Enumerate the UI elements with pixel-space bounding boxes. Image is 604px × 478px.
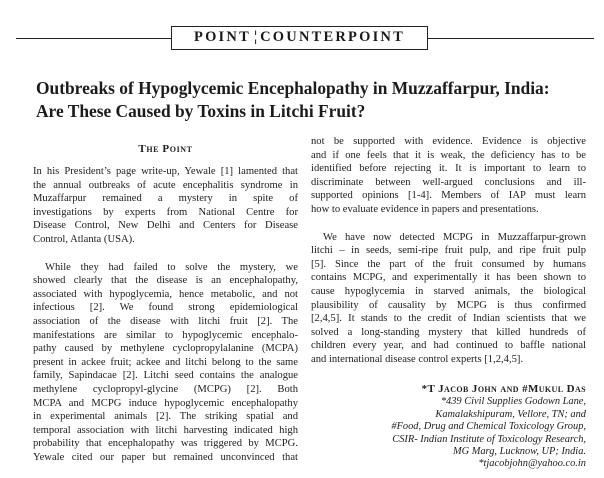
right-paragraph-2 — [311, 231, 586, 367]
text-line: investigations by experts from National Centre for — [33, 206, 298, 218]
text-line: Muzaffarpur remained a mystery in spite of — [33, 193, 298, 205]
affiliation-line: Kamalakshipuram, Vellore, TN; and — [435, 408, 586, 420]
text-line: discriminate between well-argued conclusions and ill- — [311, 176, 586, 188]
text-line: plausibility of causality by MCPG is thus confirmed — [311, 299, 586, 311]
text-line: methylene cyclopropyl-glycine (MCPG) [2]. Both — [33, 383, 298, 395]
text-line: contains MCPG, and experimentally it has been shown to — [311, 272, 586, 284]
text-line: identified before rejecting it. It is important to learn to — [311, 163, 586, 175]
banner-separator: ¦ — [253, 29, 258, 45]
text-line: not be supported with evidence. Evidence is objective — [311, 136, 586, 147]
text-line: and international disease control experts [1,2,4,5]. — [311, 353, 524, 365]
affiliation-line: CSIR- Indian Institute of Toxicology Research, — [392, 433, 586, 445]
text-line: While they had failed to solve the mystery, we — [45, 261, 298, 273]
text-line: [5]. Since the part of the fruit consumed by humans — [311, 258, 586, 270]
text-line: litchi – in seeds, semi-ripe fruit pulp, and ripe fruit pulp — [311, 245, 586, 257]
text-line: family, Sapindacae [2]. Litchi seed contains the analogue — [33, 370, 298, 382]
article-title — [36, 77, 596, 123]
text-line: probability that encephalopathy was triggered by MCPG. — [33, 438, 298, 450]
author-email[interactable]: *tjacobjohn@yahoo.co.in — [478, 458, 586, 470]
title-line-1: Outbreaks of Hypoglycemic Encephalopathy in Muzzaffarpur, India: — [36, 78, 550, 98]
text-line: [2,4,5]. It stands to the credit of Indian scientists that we — [311, 313, 586, 325]
left-paragraph-2 — [33, 261, 298, 465]
banner-counterpoint: COUNTERPOINT — [260, 29, 405, 45]
left-column — [33, 143, 298, 478]
banner-point: POINT — [194, 29, 251, 45]
author-block — [336, 383, 586, 471]
text-line: present in ackee fruit; ackee and litchi belong to the same — [33, 356, 298, 368]
affiliation-line: *439 Civil Supplies Godown Lane, — [440, 396, 586, 408]
title-line-2: Are These Caused by Toxins in Litchi Fruit? — [36, 101, 366, 121]
text-line: how to evaluate evidence in papers and presentations. — [311, 203, 539, 215]
affiliation-line: MG Marg, Lucknow, UP; India. — [452, 446, 586, 458]
text-line: We have now detected MCPG in Muzzaffarpur-grown — [323, 231, 586, 243]
text-line: cause hypoglycemia in starved animals, the biological — [311, 285, 586, 297]
right-paragraph-1 — [311, 135, 586, 217]
text-line: infectious [2]. We found strong epidemiological — [33, 302, 298, 314]
affiliation-line: #Food, Drug and Chemical Toxicology Group, — [391, 421, 586, 433]
right-column — [311, 135, 586, 381]
text-line: Disease Control, New Delhi and Centers for Disease — [33, 220, 298, 232]
text-line: the annual outbreaks of acute encephalitis syndrome in — [33, 179, 298, 191]
text-line: and if one feels that it is weak, the deficiency has to be — [311, 149, 586, 161]
text-line: association of the disease with litchi fruit [2]. The — [33, 315, 298, 327]
section-banner — [171, 26, 428, 50]
left-paragraph-1 — [33, 165, 298, 247]
author-names: *T Jacob John and #Mukul Das — [421, 383, 586, 395]
text-line: Control, Atlanta (USA). — [33, 233, 135, 245]
text-line: associated with hypoglycemia, hence metabolic, and not — [33, 288, 298, 300]
section-heading-text: The Point — [138, 143, 193, 155]
section-heading — [33, 143, 298, 157]
text-line: MCPA and MCPG induce hypoglycemic encephalopathy — [33, 397, 298, 409]
text-line: supported opinions [1-4]. Members of IAP must learn — [311, 190, 586, 202]
text-line: Yewale cited our paper but remained unconvinced that — [33, 451, 298, 463]
text-line: showed clearly that the disease is an encephalopathy, — [33, 275, 298, 287]
text-line: manifestations are similar to hypoglycemic encephalo- — [33, 329, 298, 341]
text-line: In his President’s page write-up, Yewale [1] lamented that — [33, 166, 298, 177]
text-line: in experimental animals [2]. The striking spatial and — [33, 411, 298, 423]
text-line: solved a long-standing mystery that killed hundreds of — [311, 326, 586, 338]
text-line: pathy caused by methylene cyclopropylalanine (MCPA) — [33, 343, 298, 355]
text-line: children every year, and had continued to baffle national — [311, 340, 586, 352]
text-line: temporal association with litchi harvesting indicated high — [33, 424, 298, 436]
